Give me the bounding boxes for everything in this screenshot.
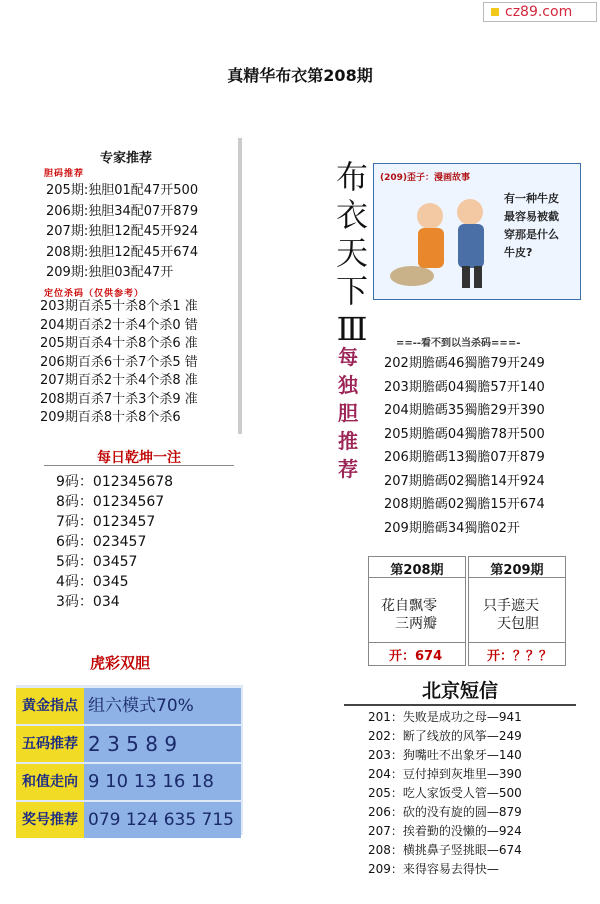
cartoon-line: 穿那是什么 xyxy=(504,228,559,241)
riddle-line: 天包胆 xyxy=(497,616,539,632)
list-item: 208期百杀7十杀3个杀9 准 xyxy=(40,391,198,407)
list-item: 204期百杀2十杀4个杀0 错 xyxy=(40,317,198,333)
tiger-label: 黄金指点 xyxy=(16,688,84,724)
list-item: 7码：0123457 xyxy=(56,514,156,530)
cartoon-text xyxy=(504,190,559,262)
char: 下 xyxy=(335,272,368,310)
page-title: 真精华布衣第208期 xyxy=(227,66,373,85)
cartoon-line: 最容易被截 xyxy=(504,210,559,223)
list-item: 6码：023457 xyxy=(56,534,147,550)
list-item: 3码：034 xyxy=(56,594,120,610)
list-item: 207期百杀2十杀4个杀8 准 xyxy=(40,373,198,388)
char: 每 xyxy=(338,345,358,369)
riddle-open: 开：674 xyxy=(389,649,443,664)
site-url: cz89.com xyxy=(505,4,573,20)
list-item: 203期膽碼04獨膽57开140 xyxy=(384,379,545,395)
beijing-heading: 北京短信 xyxy=(421,680,498,702)
riddle-line: 三两瓣 xyxy=(395,616,437,632)
char: 布 xyxy=(335,158,368,196)
list-item: 208期膽碼02獨膽15开674 xyxy=(384,497,545,512)
char: Ⅲ xyxy=(336,310,368,348)
list-item: 204：豆付掉到灰堆里—390 xyxy=(368,767,522,781)
list-item: 205：吃人家饭受人管—500 xyxy=(368,786,522,800)
riddle-title: 第208期 xyxy=(390,563,444,578)
list-item: 9码：012345678 xyxy=(56,474,174,490)
char: 天 xyxy=(335,234,368,272)
kill-tag: 定位杀码（仅供参考） xyxy=(44,289,145,299)
list-item: 207：挨着勤的没懒的—924 xyxy=(368,824,522,838)
riddle-panel-209 xyxy=(468,556,566,666)
daily-heading: 每日乾坤一注 xyxy=(97,450,181,466)
tiger-value: 2 3 5 8 9 xyxy=(88,732,178,756)
tiger-label: 五码推荐 xyxy=(16,726,84,762)
cartoon-caption: (209)歪子：漫画故事 xyxy=(380,173,471,183)
list-item: 203：狗嘴吐不出象牙—140 xyxy=(368,748,522,762)
riddle-title: 第209期 xyxy=(490,563,544,578)
list-item: 206期百杀6十杀7个杀5 错 xyxy=(40,354,198,370)
list-item: 206期:独胆34配07开879 xyxy=(46,203,199,219)
list-item: 205期:独胆01配47开500 xyxy=(46,183,199,198)
beijing-heading-box xyxy=(344,676,576,706)
char: 胆 xyxy=(338,401,358,425)
list-item: 209期:独胆03配47开 xyxy=(46,265,174,280)
dan-tag: 胆码推荐 xyxy=(44,169,85,179)
riddle-panel-208 xyxy=(368,556,466,666)
tiger-value: 组六模式70% xyxy=(88,696,194,716)
cartoon-illustration xyxy=(382,186,502,294)
char: 荐 xyxy=(338,457,358,481)
list-item: 202：断了线放的风筝—249 xyxy=(368,729,522,743)
list-item: 208期:独胆12配45开674 xyxy=(46,244,199,260)
beijing-list xyxy=(368,708,522,879)
list-item: 207期:独胆12配45开924 xyxy=(46,224,199,239)
list-item: 206：砍的没有旋的圆—879 xyxy=(368,805,522,819)
cartoon-panel xyxy=(373,163,581,300)
list-item: 206期膽碼13獨膽07开879 xyxy=(384,450,545,465)
cartoon-line: 有一种牛皮 xyxy=(504,192,559,205)
single-dan-vertical xyxy=(336,343,360,483)
square-icon xyxy=(491,8,499,16)
list-item: 8码：01234567 xyxy=(56,494,165,510)
list-item: 4码：0345 xyxy=(56,574,129,590)
tiger-label: 和值走向 xyxy=(16,764,84,800)
riddle-text xyxy=(483,597,539,633)
cartoon-line: 牛皮? xyxy=(504,246,533,259)
list-item: 202期膽碼46獨膽79开249 xyxy=(384,356,545,371)
list-item: 5码：03457 xyxy=(56,554,138,570)
riddle-line: 只手遮天 xyxy=(483,598,539,614)
daily-codes xyxy=(56,472,173,612)
riddle-open: 开：？？？ xyxy=(487,649,553,664)
list-item: 201：失败是成功之母—941 xyxy=(368,710,522,724)
riddle-line: 花自飘零 xyxy=(381,598,437,614)
list-item: 203期百杀5十杀8个杀1 准 xyxy=(40,299,198,314)
list-item: 205期百杀4十杀8个杀6 准 xyxy=(40,336,198,351)
tiger-row xyxy=(16,688,241,724)
riddle-text xyxy=(381,597,437,633)
char: 衣 xyxy=(335,196,368,234)
list-item: 209：来得容易去得快— xyxy=(368,862,499,876)
daily-heading-box xyxy=(44,447,234,466)
tiger-row xyxy=(16,726,241,762)
tiger-row xyxy=(16,764,241,800)
buyi-title xyxy=(332,158,372,348)
list-item: 209期百杀8十杀8个杀6 xyxy=(40,410,181,425)
expert-heading: 专家推荐 xyxy=(100,151,153,166)
kill-list xyxy=(40,298,198,428)
list-item: 209期膽碼34獨膽02开 xyxy=(384,520,520,536)
site-badge[interactable] xyxy=(483,2,597,22)
single-heading: ==--看不到以当杀码===- xyxy=(396,338,521,349)
list-item: 205期膽碼04獨膽78开500 xyxy=(384,426,545,442)
list-item: 204期膽碼35獨膽29开390 xyxy=(384,403,545,418)
tiger-label: 奖号推荐 xyxy=(16,802,84,838)
dan-list xyxy=(46,181,198,284)
tiger-heading: 虎彩双胆 xyxy=(90,654,151,672)
tiger-row xyxy=(16,802,241,838)
list-item: 208：横挑鼻子竖挑眼—674 xyxy=(368,843,522,857)
tiger-value: 079 124 635 715 xyxy=(88,810,235,830)
char: 推 xyxy=(338,429,358,453)
char: 独 xyxy=(338,373,358,397)
list-item: 207期膽碼02獨膽14开924 xyxy=(384,473,545,489)
single-list xyxy=(384,352,545,540)
tiger-value: 9 10 13 16 18 xyxy=(88,771,214,792)
